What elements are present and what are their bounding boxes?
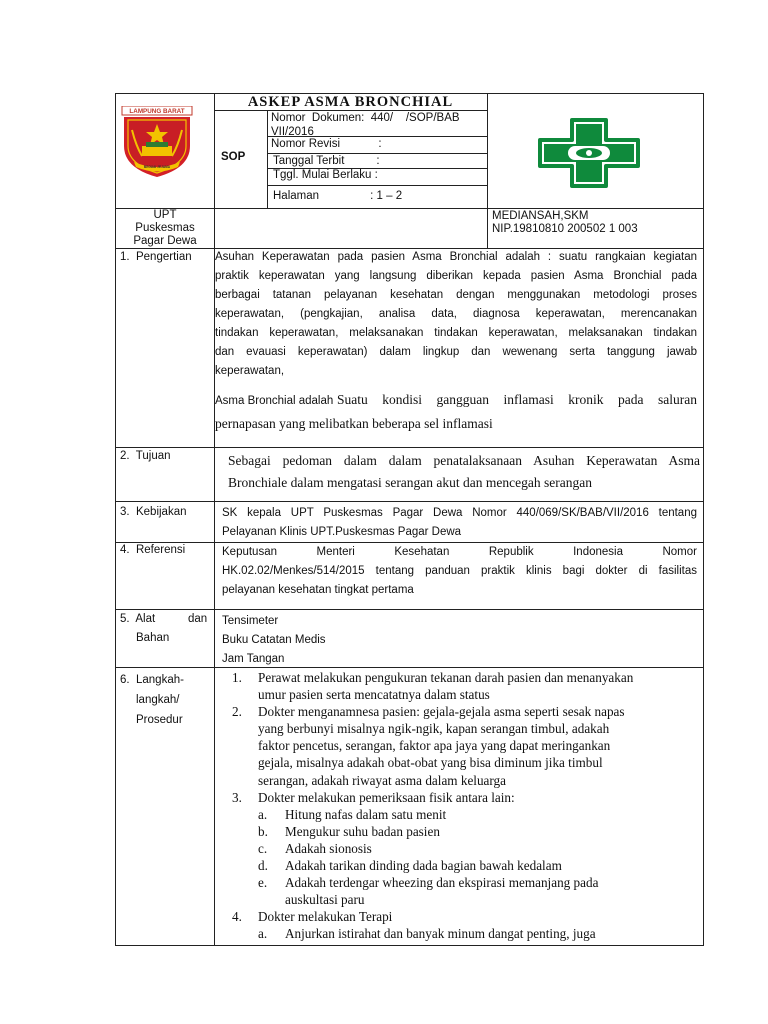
substep-letter: a.	[258, 926, 268, 942]
pengertian-line: dan evauasi keperawatan) dalam lingkup dan wewenang serta tanggung jawab	[215, 346, 697, 358]
tujuan-line: Sebagai pedoman dalam dalam penatalaksanaan Asuhan Keperawatan Asma	[228, 453, 700, 468]
label-langkah-line3: Prosedur	[136, 714, 183, 726]
step-4	[230, 908, 700, 925]
tanggal-terbit: Tanggal Terbit :	[273, 155, 380, 167]
halaman: Halaman : 1 – 2	[273, 190, 403, 202]
step-line: Adakah terdengar wheezing dan ekspirasi memanjang pada	[285, 875, 599, 891]
regency-crest-icon	[118, 106, 196, 180]
step-number: 3.	[232, 789, 242, 805]
step-line: Dokter menganamnesa pasien: gejala-gejala asma seperti sesak napas	[258, 704, 625, 720]
meta-row-line	[267, 185, 488, 186]
tanggal-mulai-berlaku: Tggl. Mulai Berlaku :	[273, 169, 378, 181]
step-line: Adakah sionosis	[285, 840, 372, 856]
unit-line1: UPT	[153, 209, 177, 221]
logo-banner-text: LAMPUNG BARAT	[129, 108, 185, 115]
logo-ribbon-text: BEGUAI JEJAMA	[143, 165, 171, 169]
asma-definition-line2: pernapasan yang melibatkan beberapa sel inflamasi	[215, 416, 493, 431]
table-divider-logo-col	[487, 93, 488, 248]
pengertian-line: praktik keperawatan yang langsung diberikan kepada pasien Asma Bronchial pada	[215, 270, 697, 282]
table-divider-sop-col	[267, 110, 268, 209]
substep-letter: c.	[258, 840, 268, 856]
asma-bronchial-term: Asma Bronchial adalah	[215, 395, 334, 407]
pengertian-text	[215, 248, 697, 381]
step-line: umur pasien serta mencatatnya dalam status	[258, 687, 490, 703]
kebijakan-text	[222, 504, 697, 542]
table-border-left	[115, 93, 116, 946]
document-title: ASKEP ASMA BRONCHIAL	[247, 94, 454, 110]
health-cross-icon	[538, 118, 640, 188]
label-langkah-line1: 6. Langkah-	[120, 674, 184, 686]
step-line: faktor pencetus, serangan, faktor apa jaya yang dapat meringankan	[258, 738, 611, 754]
section-divider	[115, 447, 704, 448]
nomor-dokumen	[271, 111, 483, 139]
nomor-dokumen-line2: VII/2016	[271, 126, 314, 138]
signer	[492, 210, 638, 236]
signer-name: MEDIANSAH,SKM	[492, 210, 589, 222]
nomor-dokumen-line1: Nomor Dokumen: 440/ /SOP/BAB	[271, 112, 460, 124]
step-line: serangan, adakah riwayat asma dalam keluarga	[258, 772, 507, 788]
substep-c	[230, 840, 700, 857]
unit-line2: Puskesmas	[135, 222, 195, 234]
puskesmas-logo	[538, 118, 640, 188]
step-line: Dokter melakukan pemeriksaan fisik antara lain:	[258, 789, 515, 805]
label-langkah-line2: langkah/	[136, 694, 180, 706]
procedure-steps	[230, 669, 700, 943]
step-2	[230, 703, 700, 788]
pengertian-line: tindakan keperawatan, melaksanakan tindakan keperawatan, melaksanakan tindakan	[215, 327, 697, 339]
unit-name	[118, 209, 212, 248]
section-divider	[115, 609, 704, 610]
pengertian-line: Asuhan Keperawatan pada pasien Asma Bronchial adalah : suatu rangkaian kegiatan	[215, 251, 697, 263]
step-number: 1.	[232, 670, 242, 685]
pengertian-line: keperawatan,	[215, 365, 285, 377]
section-divider	[115, 667, 704, 668]
signer-nip: NIP.19810810 200502 1 003	[492, 223, 638, 235]
substep-a	[230, 806, 700, 823]
nomor-revisi: Nomor Revisi :	[271, 138, 382, 150]
substep-letter: a.	[258, 806, 268, 822]
substep-b	[230, 823, 700, 840]
referensi-line: HK.02.02/Menkes/514/2015 tentang panduan praktik klinis bagi dokter di fasilitas	[222, 565, 697, 577]
substep-letter: e.	[258, 875, 268, 891]
step-number: 2.	[232, 704, 242, 720]
substep-letter: d.	[258, 858, 268, 874]
table-border-right	[703, 93, 704, 946]
sop-label: SOP	[221, 151, 246, 163]
label-referensi: 4. Referensi	[120, 544, 186, 556]
substep-e	[230, 874, 700, 908]
alat-item: Jam Tangan	[222, 653, 285, 665]
kebijakan-line: SK kepala UPT Puskesmas Pagar Dewa Nomor 440/069/SK/BAB/VII/2016 tentang	[222, 507, 697, 519]
section-divider	[115, 501, 704, 502]
label-kebijakan: 3. Kebijakan	[120, 506, 187, 518]
asma-definition-line1: Suatu kondisi gangguan inflamasi kronik pada saluran	[337, 392, 697, 407]
label-bahan: Bahan	[136, 632, 170, 644]
tujuan-line: Bronchiale dalam mengatasi serangan akut dan mencegah serangan	[228, 475, 592, 490]
step-3	[230, 789, 700, 806]
label-langkah	[120, 670, 184, 730]
lampung-barat-logo	[118, 106, 196, 180]
step-line: Dokter melakukan Terapi	[258, 909, 393, 925]
label-pengertian: 1. Pengertian	[120, 251, 192, 263]
step-1	[230, 669, 700, 703]
table-border-bottom	[115, 945, 704, 946]
step-line: yang berbunyi misalnya ngik-ngik, kapan serangan timbul, adakah	[258, 721, 610, 737]
alat-item: Buku Catatan Medis	[222, 634, 326, 646]
step-line: Mengukur suhu badan pasien	[285, 823, 440, 839]
kebijakan-line: Pelayanan Klinis UPT.Puskesmas Pagar Dewa	[222, 526, 462, 538]
table-divider-label-col	[214, 93, 215, 946]
step-line: Adakah tarikan dinding dada bagian bawah kedalam	[285, 858, 562, 874]
alat-list	[222, 612, 326, 669]
tujuan-text	[228, 450, 700, 494]
referensi-line: pelayanan kesehatan tingkat pertama	[222, 584, 414, 596]
step-line: auskultasi paru	[285, 892, 365, 908]
referensi-line: Keputusan Menteri Kesehatan Republik Indonesia Nomor	[222, 546, 697, 558]
alat-item: Tensimeter	[222, 615, 279, 627]
step-line: Hitung nafas dalam satu menit	[285, 806, 447, 822]
pengertian-asma-para	[215, 392, 697, 412]
pengertian-line: berbagai tatanan pelayanan kesehatan dengan menggunakan metodologi proses	[215, 289, 697, 301]
label-tujuan: 2. Tujuan	[120, 450, 171, 462]
step-line: gejala, misalnya adakah obat-obat yang bisa diminum jika timbul	[258, 755, 603, 771]
unit-line3: Pagar Dewa	[133, 235, 197, 247]
referensi-text	[222, 543, 697, 600]
step-line: Anjurkan istirahat dan banyak minum dangat penting, juga	[285, 926, 596, 942]
step-line: Perawat melakukan pengukuran tekanan darah pasien dan menanyakan	[258, 670, 634, 685]
substep-letter: b.	[258, 823, 268, 839]
step-number: 4.	[232, 909, 242, 925]
substep-d	[230, 857, 700, 874]
pengertian-line: keperawatan, (pengkajian, analisa data, diagnosa keperawatan, merencanakan	[215, 308, 697, 320]
label-alat: 5. Alat	[120, 613, 156, 625]
substep-4a	[230, 925, 700, 942]
label-alat-dan: dan	[188, 613, 208, 625]
